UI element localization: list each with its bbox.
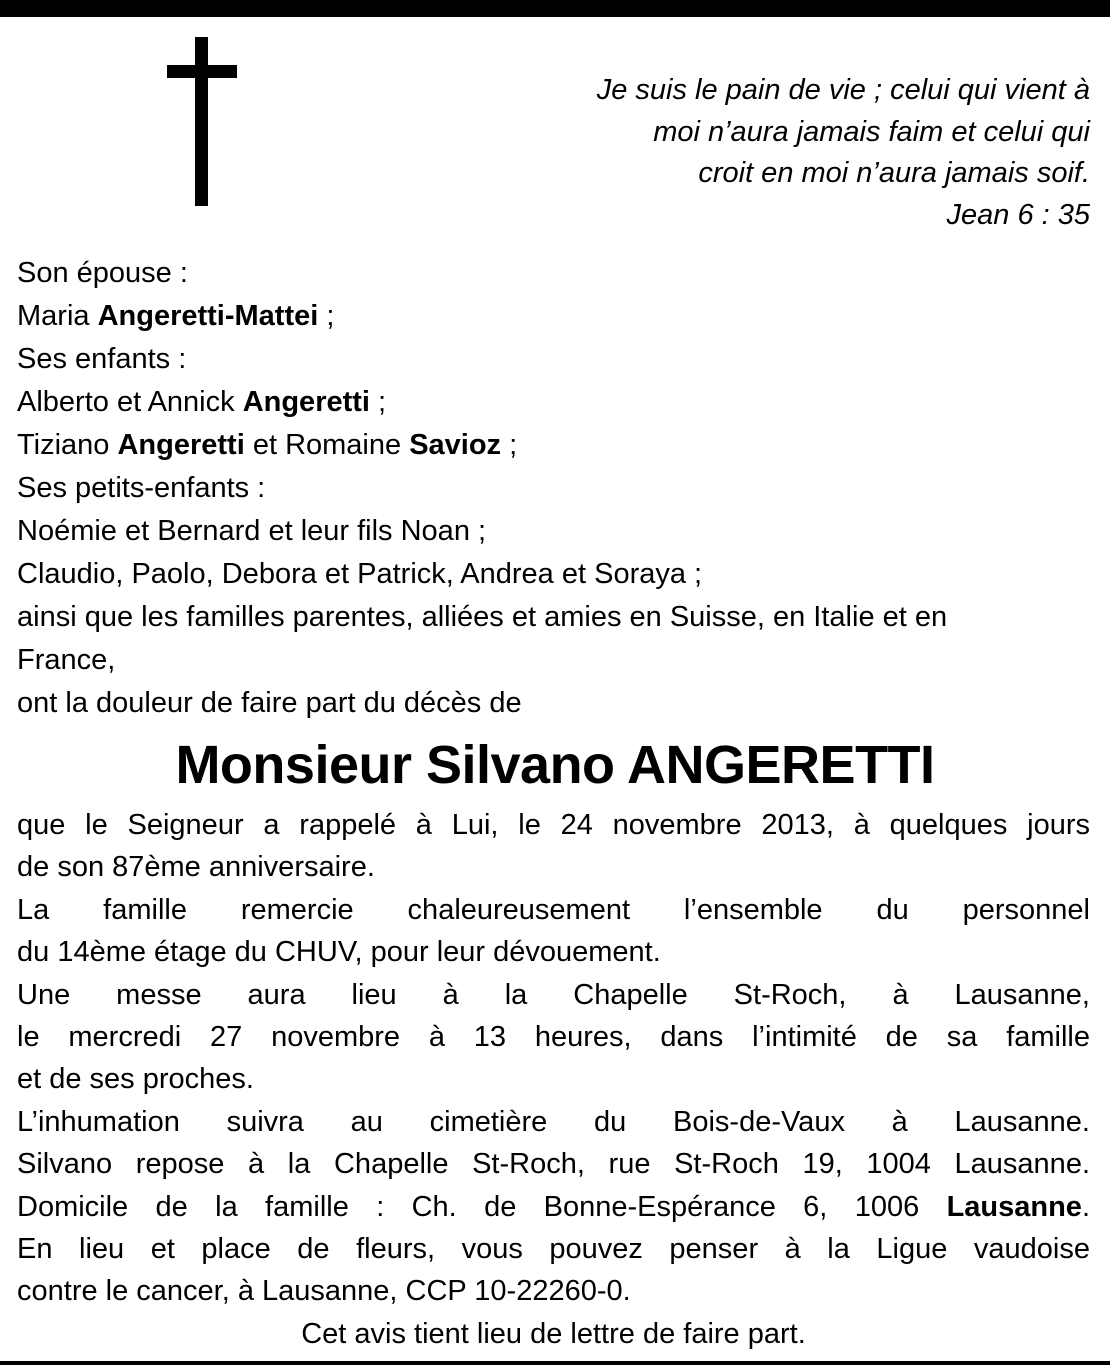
family-list [17, 252, 1090, 725]
family-line [17, 596, 1090, 639]
text-segment: . [1081, 1190, 1090, 1223]
bold-name: Lausanne [946, 1190, 1082, 1223]
text-segment: le mercredi 27 novembre à 13 heures, dans l’intimité de sa famille [17, 1021, 1090, 1054]
text-segment: Une messe aura lieu à la Chapelle St-Roch, à Lausanne, [17, 978, 1090, 1011]
family-line [17, 639, 1090, 682]
text-segment: ; [501, 429, 518, 461]
bold-name: Savioz [409, 429, 502, 461]
text-segment: Son épouse : [17, 257, 188, 289]
cross-vertical-bar [195, 37, 208, 206]
bold-name: Angeretti [242, 386, 370, 418]
family-line [17, 553, 1090, 596]
text-segment: Claudio, Paolo, Debora et Patrick, Andrea et Soraya ; [17, 558, 703, 590]
bold-name: Angeretti-Mattei [97, 300, 319, 332]
family-line [17, 682, 1090, 725]
text-segment: ainsi que les familles parentes, alliées et amies en Suisse, en Italie et en [17, 601, 948, 633]
body-line [17, 1143, 1090, 1185]
text-segment: Alberto et Annick [17, 386, 243, 418]
body-line [17, 1101, 1090, 1143]
bottom-border [0, 1361, 1110, 1365]
text-segment: et de ses proches. [17, 1063, 254, 1096]
cross-horizontal-bar [167, 65, 237, 78]
text-segment: France, [17, 644, 116, 676]
text-segment: contre le cancer, à Lausanne, CCP 10-22260-0. [17, 1275, 631, 1308]
body-line [17, 931, 1090, 973]
announcement-body [17, 804, 1090, 1355]
quote-line: moi n’aura jamais faim et celui qui [653, 115, 1090, 148]
body-line [17, 1186, 1090, 1228]
text-segment: Noémie et Bernard et leur fils Noan ; [17, 515, 487, 547]
text-segment: ; [369, 386, 387, 418]
text-segment: Maria [17, 300, 98, 332]
bold-name: Angeretti [117, 429, 245, 461]
text-segment: Silvano repose à la Chapelle St-Roch, rue St-Roch 19, 1004 Lausanne. [17, 1148, 1090, 1181]
family-line [17, 381, 1090, 424]
text-segment: que le Seigneur a rappelé à Lui, le 24 novembre 2013, à quelques jours [17, 809, 1090, 841]
text-segment: ; [318, 300, 335, 332]
family-line [17, 295, 1090, 338]
body-line [17, 804, 1090, 846]
text-segment: Ses petits-enfants : [17, 472, 266, 504]
text-segment: Tiziano [17, 429, 118, 461]
top-border [0, 0, 1110, 17]
text-segment: de son 87ème anniversaire. [17, 851, 375, 884]
body-line [17, 1058, 1090, 1100]
body-line [17, 1270, 1090, 1312]
body-line [17, 974, 1090, 1016]
text-segment: du 14ème étage du CHUV, pour leur dévouement. [17, 936, 661, 969]
quote-line: Je suis le pain de vie ; celui qui vient à [596, 74, 1090, 106]
quote-line: croit en moi n’aura jamais soif. [698, 157, 1090, 189]
text-segment: En lieu et place de fleurs, vous pouvez penser à la Ligue vaudoise [17, 1233, 1090, 1266]
body-line [17, 889, 1090, 931]
family-line [17, 467, 1090, 510]
text-segment: L’inhumation suivra au cimetière du Bois-de-Vaux à Lausanne. [17, 1105, 1090, 1138]
text-segment: Domicile de la famille : Ch. de Bonne-Espérance 6, 1006 [17, 1190, 947, 1223]
text-segment: et Romaine [244, 429, 410, 461]
body-line [17, 1016, 1090, 1058]
body-line [17, 1228, 1090, 1270]
text-segment: Ses enfants : [17, 343, 187, 375]
body-line [17, 1313, 1090, 1355]
quote-reference: Jean 6 : 35 [946, 198, 1090, 231]
text-segment: ont la douleur de faire part du décès de [17, 687, 522, 719]
family-line [17, 252, 1090, 295]
family-line [17, 424, 1090, 467]
body-line [17, 846, 1090, 888]
deceased-name: Monsieur Silvano ANGERETTI [175, 735, 935, 795]
text-segment: Cet avis tient lieu de lettre de faire part. [301, 1317, 806, 1350]
family-line [17, 510, 1090, 553]
family-line [17, 338, 1090, 381]
bible-quote [597, 70, 1090, 236]
text-segment: La famille remercie chaleureusement l’ensemble du personnel [17, 893, 1090, 926]
